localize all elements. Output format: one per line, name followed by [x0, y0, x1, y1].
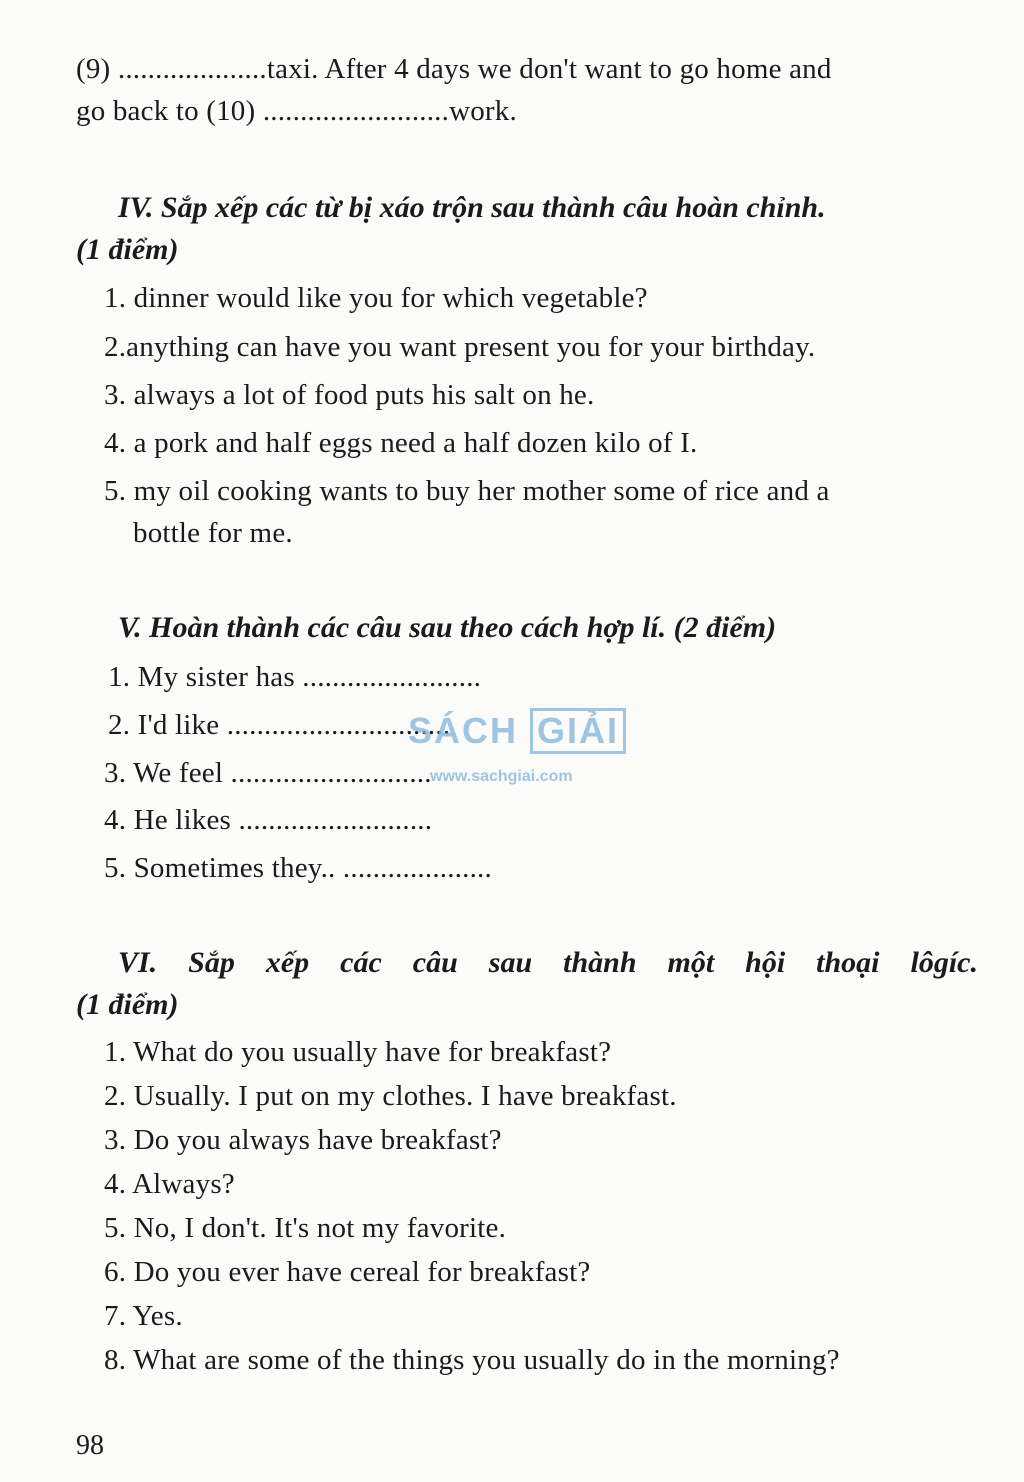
- passage-line-1: (9) ....................taxi. After 4 days we don't want to go home and: [76, 53, 832, 85]
- section-vi-points: (1 điểm): [76, 988, 179, 1021]
- section-vi-item-2: 2. Usually. I put on my clothes. I have breakfast.: [104, 1080, 677, 1112]
- section-vi-item-3: 3. Do you always have breakfast?: [104, 1124, 502, 1156]
- watermark-brand-a: SÁCH: [408, 710, 519, 751]
- section-iv-points: (1 điểm): [76, 233, 179, 266]
- section-vi-title-word: lôgíc.: [910, 946, 978, 979]
- section-vi-title-word: VI.: [118, 946, 158, 979]
- watermark-url: www.sachgiai.com: [430, 768, 573, 785]
- page-number: 98: [76, 1430, 104, 1461]
- section-v-title: V. Hoàn thành các câu sau theo cách hợp lí. (2 điểm): [118, 611, 777, 644]
- section-iv-item-5-cont: bottle for me.: [133, 517, 293, 549]
- section-iv-item-1: 1. dinner would like you for which vegetable?: [104, 282, 648, 314]
- section-v-item-2: 2. I'd like ..............................: [108, 709, 451, 741]
- section-vi-item-6: 6. Do you ever have cereal for breakfast?: [104, 1256, 591, 1288]
- section-v-item-3: 3. We feel ...........................: [104, 757, 432, 789]
- section-vi-item-1: 1. What do you usually have for breakfast?: [104, 1036, 612, 1068]
- section-vi-title-word: thành: [563, 946, 637, 979]
- section-iv-item-3: 3. always a lot of food puts his salt on he.: [104, 379, 595, 411]
- section-vi-title-word: Sắp: [188, 946, 235, 979]
- section-iv-item-5: 5. my oil cooking wants to buy her mother some of rice and a: [104, 475, 830, 507]
- section-iv-item-2: 2.anything can have you want present you for your birthday.: [104, 331, 816, 363]
- section-iv-title: IV. Sắp xếp các từ bị xáo trộn sau thành câu hoàn chỉnh.: [118, 191, 826, 224]
- section-iv-item-4: 4. a pork and half eggs need a half dozen kilo of I.: [104, 427, 698, 459]
- section-vi-item-8: 8. What are some of the things you usually do in the morning?: [104, 1344, 840, 1376]
- watermark-brand: [408, 708, 626, 754]
- section-vi-title-word: thoại: [816, 946, 880, 979]
- section-vi-title-word: sau: [488, 946, 533, 979]
- watermark-brand-b: GIẢI: [530, 708, 626, 754]
- sachgiai-watermark: [408, 700, 618, 795]
- section-v-item-1: 1. My sister has ........................: [108, 661, 482, 693]
- passage-line-2: go back to (10) .........................work.: [76, 95, 517, 127]
- section-vi-title: [118, 945, 978, 981]
- section-vi-item-4: 4. Always?: [104, 1168, 235, 1200]
- section-vi-item-5: 5. No, I don't. It's not my favorite.: [104, 1212, 507, 1244]
- section-vi-title-word: các: [340, 946, 382, 979]
- section-vi-title-word: câu: [412, 946, 458, 979]
- section-vi-item-7: 7. Yes.: [104, 1300, 183, 1332]
- section-vi-title-word: xếp: [265, 946, 310, 979]
- section-vi-title-word: hội: [745, 946, 786, 979]
- section-vi-title-word: một: [667, 946, 715, 979]
- section-v-item-4: 4. He likes ..........................: [104, 804, 433, 836]
- section-v-item-5: 5. Sometimes they.. ....................: [104, 852, 492, 884]
